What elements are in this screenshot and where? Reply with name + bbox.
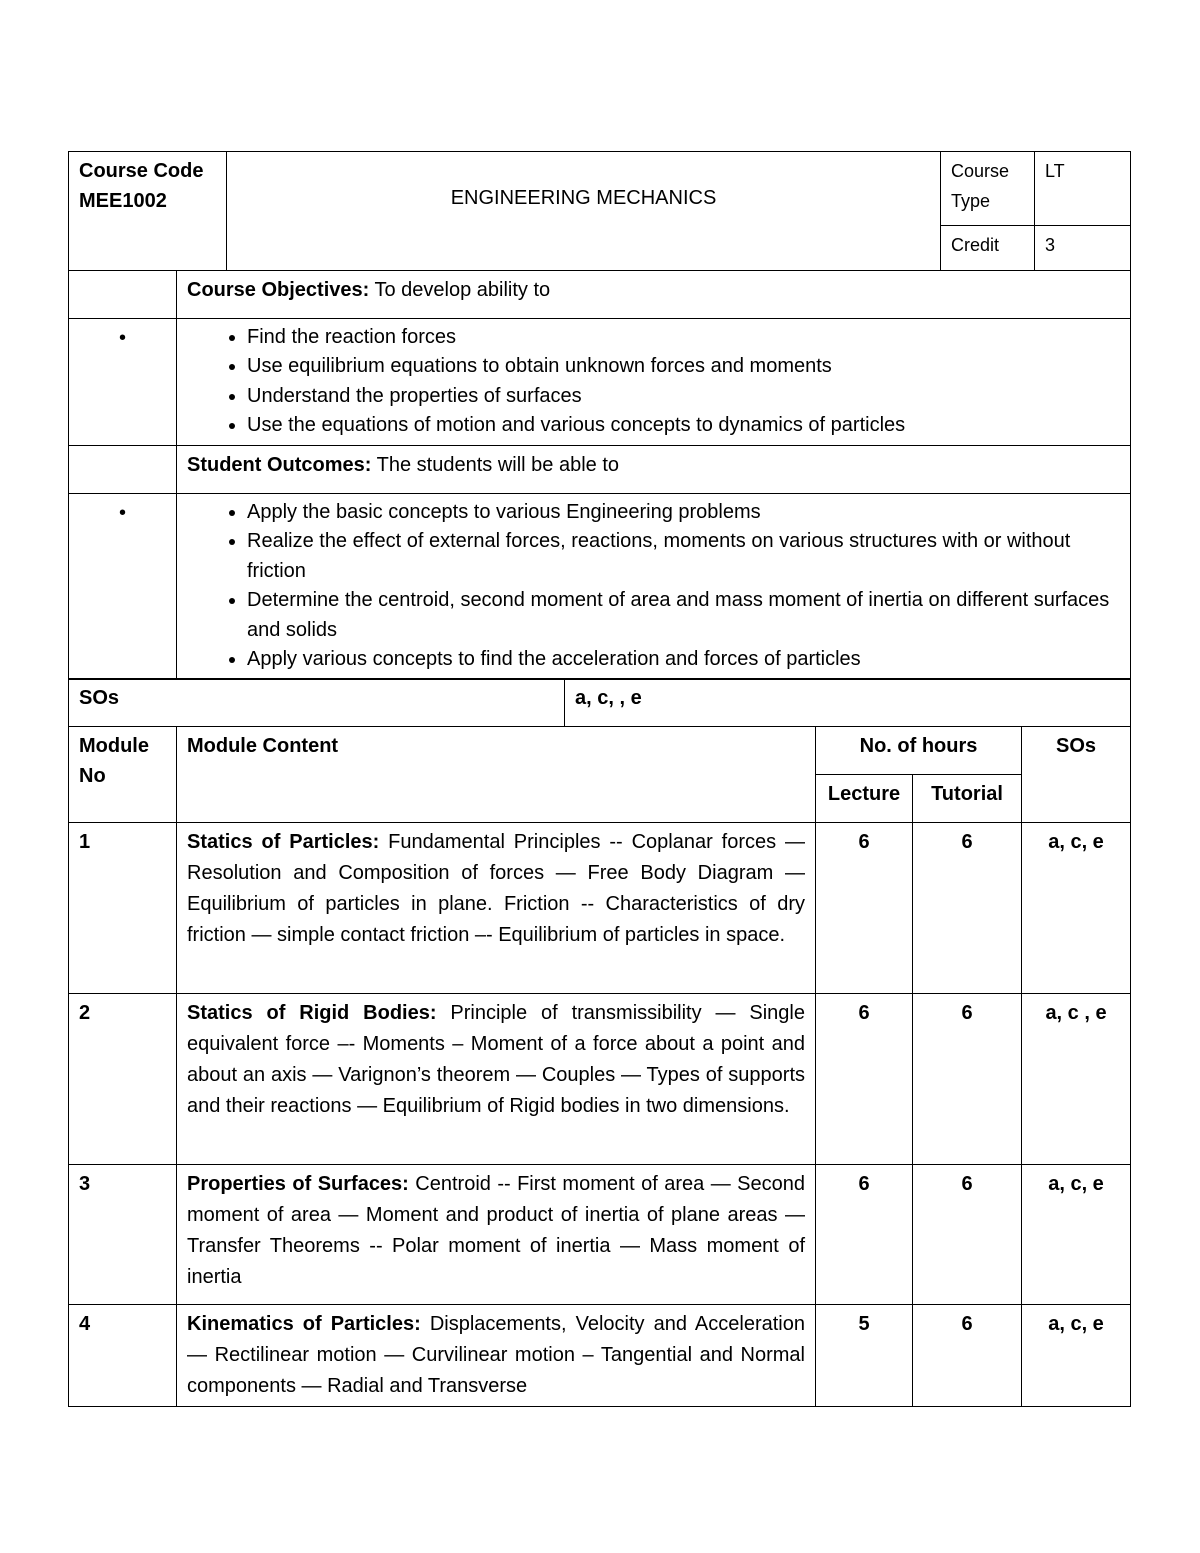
objectives-intro: To develop ability to <box>369 278 551 301</box>
course-code-label: Course Code <box>79 160 204 182</box>
credit-label: Credit <box>941 226 1035 271</box>
objective-item: • Use the equations of motion and various concepts to dynamics of particles <box>247 411 1120 441</box>
module-tutorial: 6 <box>913 993 1022 1164</box>
table-row <box>69 993 1131 1164</box>
modules-table <box>68 726 1131 1407</box>
module-title: Kinematics of Particles: <box>187 1312 421 1335</box>
outcomes-intro: The students will be able to <box>371 453 620 476</box>
course-code-value: MEE1002 <box>79 190 167 212</box>
objectives-empty-cell <box>69 270 177 318</box>
module-sos: a, c, e <box>1022 822 1131 993</box>
credit-value: 3 <box>1035 226 1131 271</box>
module-lecture: 6 <box>816 1164 913 1304</box>
module-content <box>177 822 816 993</box>
objective-item: • Use equilibrium equations to obtain unknown forces and moments <box>247 352 1120 382</box>
outcome-item: • Apply various concepts to find the acceleration and forces of particles <box>247 645 1120 675</box>
module-sos: a, c , e <box>1022 993 1131 1164</box>
objective-item: • Understand the properties of surfaces <box>247 382 1120 412</box>
module-tutorial: 6 <box>913 1164 1022 1304</box>
table-row <box>69 822 1131 993</box>
syllabus-page <box>68 151 1130 1407</box>
module-sos: a, c, e <box>1022 1164 1131 1304</box>
module-content <box>177 993 816 1164</box>
table-row <box>69 1304 1131 1406</box>
objectives-list-cell <box>177 318 1131 445</box>
objective-item: • Find the reaction forces <box>247 323 1120 353</box>
header-module-no: Module No <box>69 726 177 822</box>
module-lecture: 6 <box>816 993 913 1164</box>
objectives-label: Course Objectives: <box>187 278 370 301</box>
module-title: Statics of Rigid Bodies: <box>187 1001 437 1024</box>
course-type-value: LT <box>1035 152 1131 226</box>
module-lecture: 5 <box>816 1304 913 1406</box>
module-sos: a, c, e <box>1022 1304 1131 1406</box>
outcomes-label: Student Outcomes: <box>187 453 372 476</box>
module-lecture: 6 <box>816 822 913 993</box>
module-no: 4 <box>69 1304 177 1406</box>
header-module-content: Module Content <box>177 726 816 822</box>
outcomes-list <box>177 498 1120 675</box>
header-lecture: Lecture <box>816 774 913 822</box>
module-no: 1 <box>69 822 177 993</box>
objectives-outcomes-table <box>68 270 1131 680</box>
sos-table <box>68 678 1131 727</box>
module-tutorial: 6 <box>913 822 1022 993</box>
header-hours: No. of hours <box>816 726 1022 774</box>
outcomes-heading <box>177 445 1131 493</box>
outcomes-empty-cell <box>69 445 177 493</box>
module-title: Properties of Surfaces: <box>187 1172 409 1195</box>
module-tutorial: 6 <box>913 1304 1022 1406</box>
outcome-item: • Determine the centroid, second moment of area and mass moment of inertia on different surfaces and solids <box>247 586 1120 645</box>
header-sos: SOs <box>1022 726 1131 822</box>
module-content <box>177 1164 816 1304</box>
course-title-cell <box>227 152 941 271</box>
sos-value: a, c, , e <box>565 679 1131 727</box>
module-text: Principle of transmissibility — Single equivalent force –- Moments – Moment of a force about a point and about an axis — Varignon’s theorem — Couples — Types of supports and their reactions — Equilibrium of Rigid bodies in two dimensions. <box>187 1001 805 1117</box>
module-text: Displacements, Velocity and Acceleration — Rectilinear motion — Curvilinear motion – Tangential and Normal components — Radial and Transverse <box>187 1312 805 1397</box>
outcomes-list-cell <box>177 493 1131 679</box>
course-type-label: Course Type <box>941 152 1035 226</box>
module-no: 2 <box>69 993 177 1164</box>
module-text: Centroid -- First moment of area — Second moment of area — Moment and product of inertia of plane areas — Transfer Theorems -- Polar moment of inertia — Mass moment of inertia <box>187 1172 805 1288</box>
module-no: 3 <box>69 1164 177 1304</box>
course-title: ENGINEERING MECHANICS <box>450 187 717 209</box>
module-title: Statics of Particles: <box>187 830 380 853</box>
outcomes-marker: • <box>69 493 177 679</box>
outcome-item: • Apply the basic concepts to various Engineering problems <box>247 498 1120 528</box>
objectives-heading <box>177 270 1131 318</box>
table-row <box>69 1164 1131 1304</box>
outcome-item: • Realize the effect of external forces, reactions, moments on various structures with or without friction <box>247 527 1120 586</box>
module-text: Fundamental Principles -- Coplanar forces — Resolution and Composition of forces — Free Body Diagram — Equilibrium of particles in plane. Friction -- Characteristics of dry friction — simple contact friction –- Equilibrium of particles in space. <box>187 830 805 946</box>
course-header-table <box>68 151 1131 271</box>
module-content <box>177 1304 816 1406</box>
objectives-list <box>177 323 1120 441</box>
header-tutorial: Tutorial <box>913 774 1022 822</box>
objectives-marker: • <box>69 318 177 445</box>
sos-label: SOs <box>69 679 565 727</box>
course-code-cell <box>69 152 227 271</box>
